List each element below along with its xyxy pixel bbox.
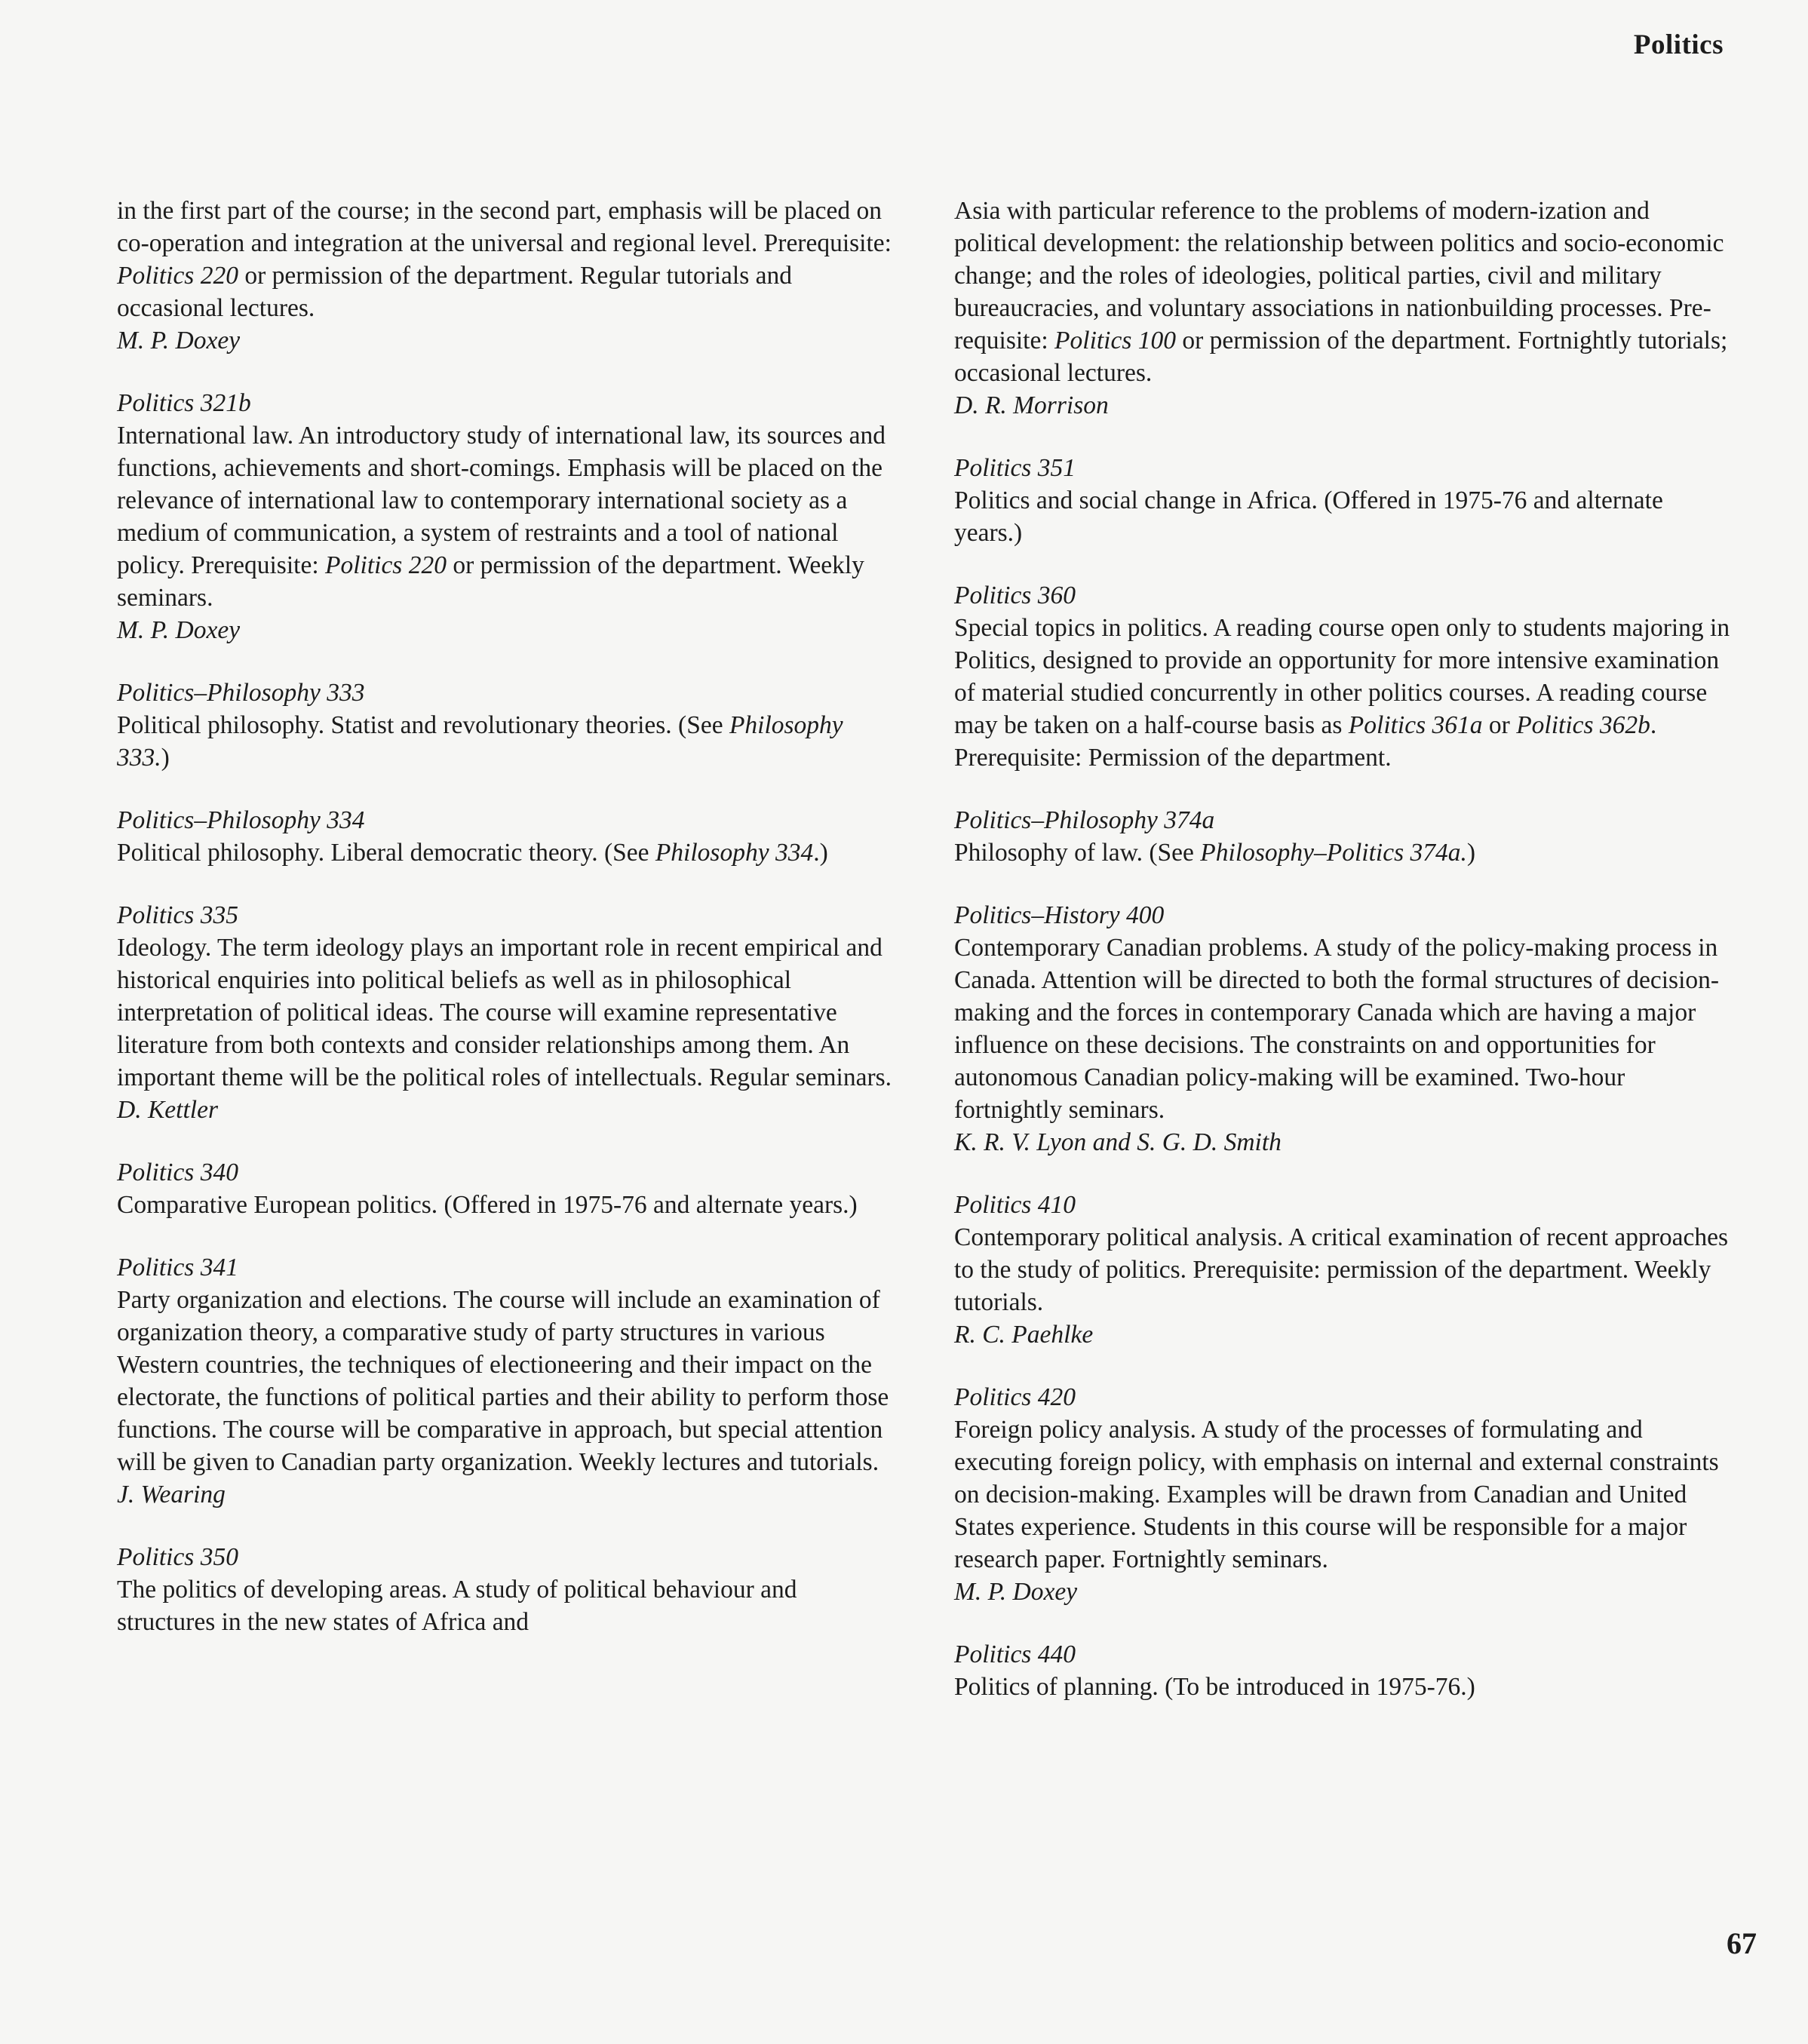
course-entry-continued (954, 195, 1735, 422)
course-code: Politics 340 (117, 1159, 238, 1186)
course-code: Politics 420 (954, 1383, 1076, 1411)
course-code: Politics–History 400 (954, 901, 1165, 929)
course-entry-politics-351 (954, 452, 1735, 549)
course-description: Comparative European politics. (Offered in 1975-76 and alternate years.) (117, 1191, 858, 1219)
course-entry-politics-history-400 (954, 899, 1735, 1159)
course-description: Party organization and elections. The course will include an examination of organization theory, a comparative study of party structures in various Western countries, the techniques of electioneering and their impact on the electorate, the functions of political parties and their ability to perform those functions. The course will be comparative in approach, but special attention will be given to Canadian party organization. Weekly lectures and tutorials. (117, 1286, 889, 1476)
course-description: Political philosophy. Liberal democratic theory. (See Philosophy 334.) (117, 839, 828, 867)
course-instructor: R. C. Paehlke (954, 1321, 1094, 1349)
course-description: Ideology. The term ideology plays an important role in recent empirical and historical enquiries into political beliefs as well as in philosophical interpretation of political ideas. The course will examine representative literature from both contexts and consider relationships among them. An important theme will be the political roles of intellectuals. Regular seminars. (117, 934, 892, 1091)
course-entry-politics-321b (117, 387, 894, 646)
course-entry-politics-philosophy-374a (954, 804, 1735, 869)
course-description: Politics of planning. (To be introduced in 1975-76.) (954, 1673, 1475, 1701)
course-code: Politics 351 (954, 454, 1076, 482)
course-description: The politics of developing areas. A study of political behaviour and structures in the new states of Africa and (117, 1576, 797, 1636)
course-instructor: J. Wearing (117, 1481, 226, 1508)
course-code: Politics 360 (954, 582, 1076, 609)
course-description: International law. An introductory study of international law, its sources and functions, achievements and short-comings. Emphasis will be placed on the relevance of international law to contemporary international society as a medium of communication, a system of restraints and a tool of national policy. Prerequisite: Politics 220 or permission of the department. Weekly seminars. (117, 422, 886, 612)
course-description: Politics and social change in Africa. (Offered in 1975-76 and alternate years.) (954, 486, 1663, 547)
course-entry-politics-410 (954, 1189, 1735, 1351)
page-number: 67 (1727, 1926, 1757, 1960)
course-entry-politics-philosophy-333 (117, 677, 894, 774)
left-column (117, 195, 894, 1668)
course-code: Politics–Philosophy 333 (117, 679, 365, 707)
course-code: Politics 335 (117, 901, 238, 929)
course-description: Contemporary political analysis. A critical examination of recent approaches to the study of politics. Prerequisite: permission of the department. Weekly tutorials. (954, 1223, 1729, 1316)
course-instructor: D. R. Morrison (954, 391, 1109, 419)
course-instructor: M. P. Doxey (954, 1578, 1078, 1606)
course-code: Politics 410 (954, 1191, 1076, 1219)
course-instructor: M. P. Doxey (117, 327, 241, 354)
course-instructor: D. Kettler (117, 1096, 218, 1124)
course-entry-politics-420 (954, 1381, 1735, 1608)
course-code: Politics 440 (954, 1640, 1076, 1668)
course-code: Politics 321b (117, 389, 251, 417)
course-entry-politics-341 (117, 1251, 894, 1511)
right-column (954, 195, 1735, 1733)
course-entry-politics-360 (954, 579, 1735, 774)
course-instructor: K. R. V. Lyon and S. G. D. Smith (954, 1128, 1282, 1156)
course-code: Politics 350 (117, 1543, 238, 1571)
course-code: Politics 341 (117, 1254, 238, 1281)
page-header-title: Politics (1633, 29, 1724, 60)
course-description: Philosophy of law. (See Philosophy–Politics 374a.) (954, 839, 1476, 867)
course-description: Foreign policy analysis. A study of the processes of formulating and executing foreign policy, with emphasis on internal and external constraints on decision-making. Examples will be drawn from Canadian and United States experience. Students in this course will be responsible for a major research paper. Fortnightly seminars. (954, 1416, 1719, 1573)
course-entry-politics-philosophy-334 (117, 804, 894, 869)
course-entry-politics-350 (117, 1541, 894, 1638)
course-entry-politics-340 (117, 1156, 894, 1221)
course-description: Asia with particular reference to the problems of modern-ization and political development: the relationship between politics and socio-economic change; and the roles of ideologies, political parties, civil and military bureaucracies, and voluntary associations in nationbuilding processes. Pre-requisite: Politics 100 or permission of the department. Fortnightly tutorials; occasional lectures. (954, 197, 1728, 387)
course-description: Special topics in politics. A reading course open only to students majoring in Politics, designed to provide an opportunity for more intensive examination of material studied concurrently in other politics courses. A reading course may be taken on a half-course basis as Politics 361a or Politics 362b. Prerequisite: Permission of the department. (954, 614, 1730, 772)
course-entry-politics-335 (117, 899, 894, 1126)
course-entry-continued (117, 195, 894, 357)
course-code: Politics–Philosophy 334 (117, 806, 365, 834)
course-description: Contemporary Canadian problems. A study of the policy-making process in Canada. Attention will be directed to both the formal structures of decision-making and the forces in contemporary Canada which are having a major influence on these decisions. The constraints on and opportunities for autonomous Canadian policy-making will be examined. Two-hour fortnightly seminars. (954, 934, 1720, 1124)
course-instructor: M. P. Doxey (117, 616, 241, 644)
course-entry-politics-440 (954, 1638, 1735, 1703)
course-code: Politics–Philosophy 374a (954, 806, 1215, 834)
course-description: Political philosophy. Statist and revolutionary theories. (See Philosophy 333.) (117, 711, 843, 772)
course-description: in the first part of the course; in the second part, emphasis will be placed on co-operation and integration at the universal and regional level. Prerequisite: Politics 220 or permission of the department. Regular tutorials and occasional lectures. (117, 197, 892, 322)
